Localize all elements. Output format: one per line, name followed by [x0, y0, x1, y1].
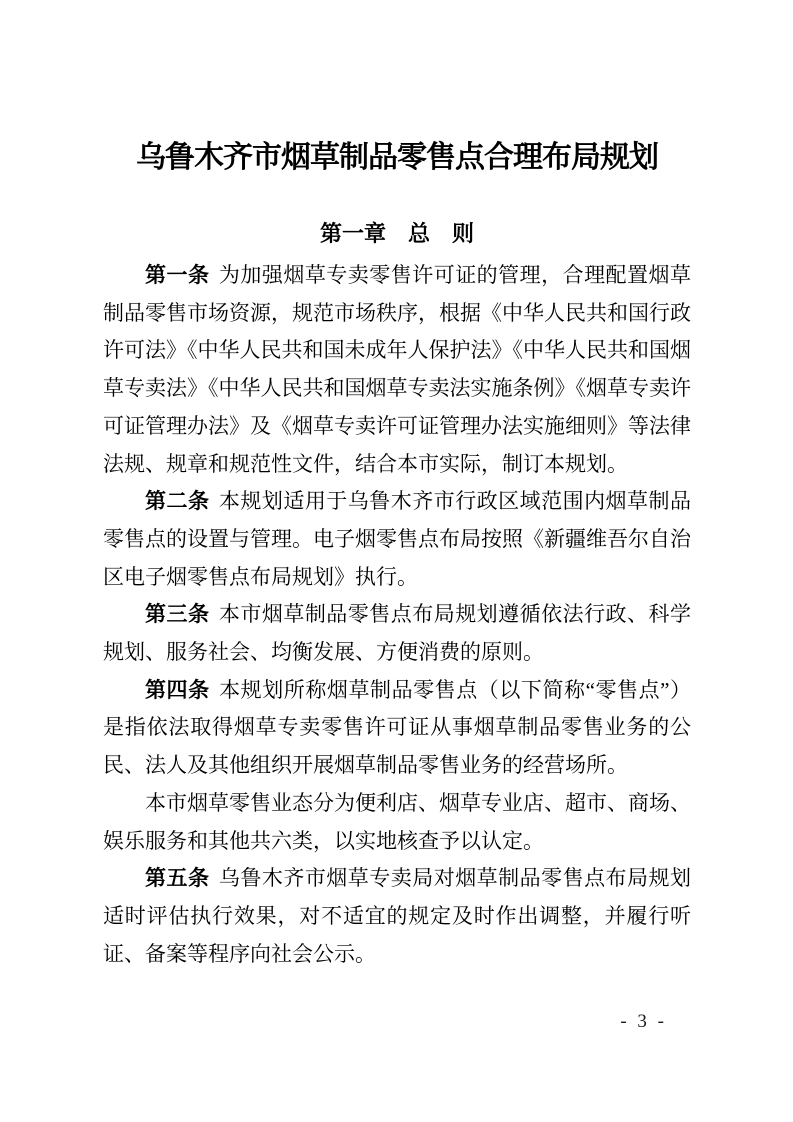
article-1-number: 第一条 [145, 264, 210, 287]
document-title: 乌鲁木齐市烟草制品零售点合理布局规划 [136, 141, 658, 174]
article-3-text: 本市烟草制品零售点布局规划遵循依法行政、科学规划、服务社会、均衡发展、方便消费的原则。 [103, 602, 692, 665]
article-paragraph-2 [103, 483, 691, 596]
document-body [103, 257, 691, 973]
article-2-text: 本规划适用于乌鲁木齐市行政区域范围内烟草制品零售点的设置与管理。电子烟零售点布局按照《新疆维吾尔自治区电子烟零售点布局规划》执行。 [103, 489, 692, 589]
article-1-text: 为加强烟草专卖零售许可证的管理，合理配置烟草制品零售市场资源，规范市场秩序，根据《中华人民共和国行政许可法》《中华人民共和国未成年人保护法》《中华人民共和国烟草专卖法》《中华人民共和国烟草专卖法实施条例》《烟草专卖许可证管理办法》及《烟草专卖许可证管理办法实施细则》等法律法规、规章和规范性文件，结合本市实际，制订本规划。 [103, 263, 692, 476]
page-number: - 3 - [620, 1011, 667, 1032]
article-6-number: 第五条 [145, 867, 210, 891]
article-6-text: 乌鲁木齐市烟草专卖局对烟草制品零售点布局规划适时评估执行效果，对不适宜的规定及时作出调整，并履行听证、备案等程序向社会公示。 [103, 866, 692, 966]
article-paragraph-6 [103, 860, 691, 973]
article-paragraph-5 [103, 785, 691, 860]
article-paragraph-3 [103, 596, 691, 671]
chapter-heading: 第一章 总 则 [319, 221, 474, 246]
article-4-text: 本规划所称烟草制品零售点（以下简称“零售点”）是指依法取得烟草专卖零售许可证从事烟草制品零售业务的公民、法人及其他组织开展烟草制品零售业务的经营场所。 [103, 677, 692, 778]
article-4-number: 第四条 [145, 678, 210, 702]
article-5-text: 本市烟草零售业态分为便利店、烟草专业店、超市、商场、娱乐服务和其他共六类，以实地核查予以认定。 [103, 790, 691, 853]
article-paragraph-4 [103, 672, 691, 785]
article-3-number: 第三条 [145, 603, 210, 627]
article-2-number: 第二条 [145, 490, 210, 514]
article-paragraph-1 [103, 257, 691, 483]
